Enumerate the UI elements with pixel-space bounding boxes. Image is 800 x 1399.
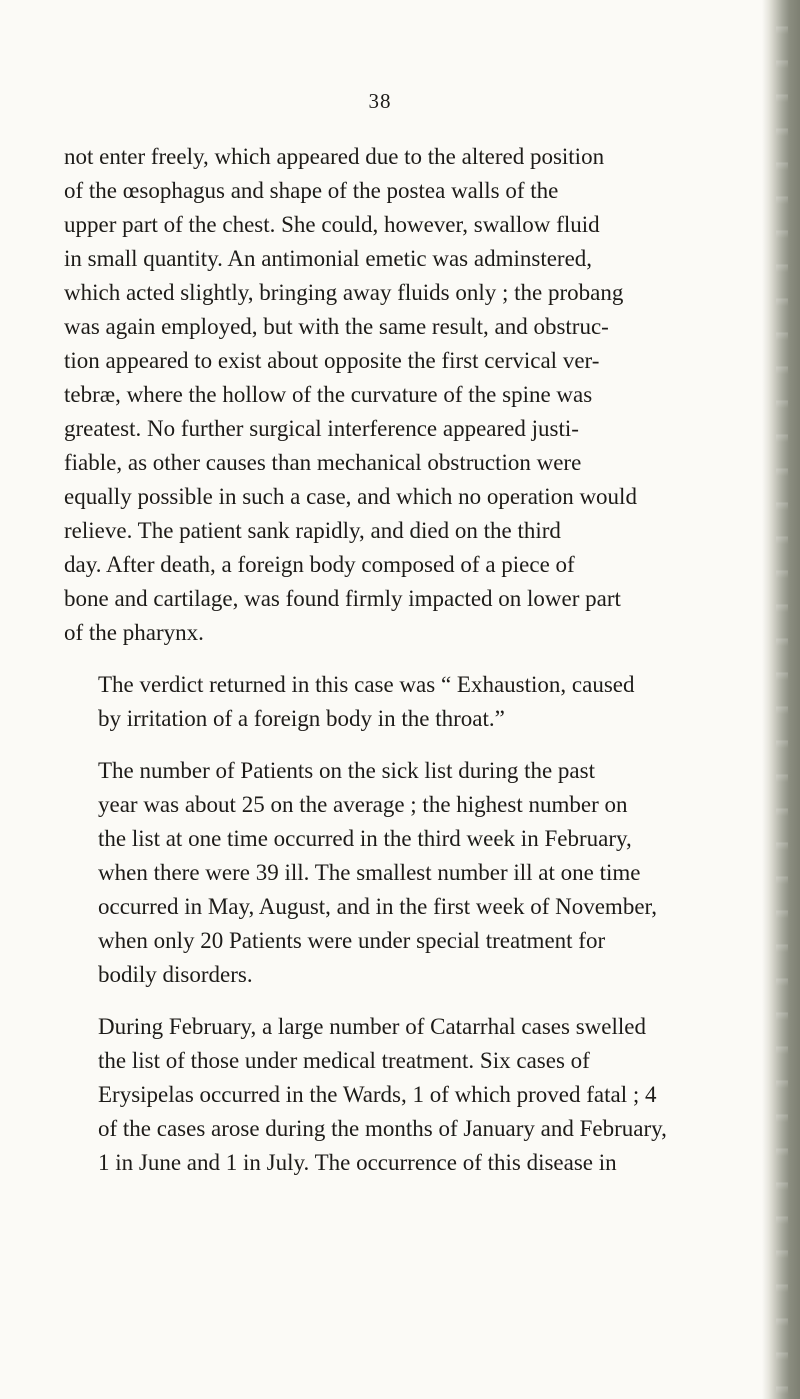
text-line: by irritation of a foreign body in the throat.” (98, 706, 505, 731)
text-line: which acted slightly, bringing away fluids only ; the probang (64, 280, 624, 305)
text-line: relieve. The patient sank rapidly, and died on the third (64, 518, 561, 543)
paragraph-1 (64, 140, 740, 650)
text-line: year was about 25 on the average ; the highest number on (98, 792, 628, 817)
text-line: equally possible in such a case, and which no operation would (64, 484, 637, 509)
text-line: bone and cartilage, was found firmly impacted on lower part (64, 586, 621, 611)
text-line: day. After death, a foreign body composed of a piece of (64, 552, 575, 577)
text-line: greatest. No further surgical interference appeared justi- (64, 416, 579, 441)
text-line: not enter freely, which appeared due to the altered position (64, 144, 605, 169)
text-line: tebræ, where the hollow of the curvature of the spine was (64, 382, 593, 407)
text-line: in small quantity. An antimonial emetic was adminstered, (64, 246, 593, 271)
text-line: 1 in June and 1 in July. The occurrence of this disease in (98, 1150, 617, 1175)
text-line: The number of Patients on the sick list during the past (98, 758, 595, 783)
paragraph-3 (64, 754, 740, 992)
page-edge-shadow (762, 0, 800, 1399)
paragraph-4 (64, 1010, 740, 1180)
text-line: when there were 39 ill. The smallest number ill at one time (98, 860, 641, 885)
text-line: During February, a large number of Catarrhal cases swelled (98, 1014, 646, 1039)
text-line: the list at one time occurred in the third week in February, (98, 826, 632, 851)
text-line: of the œsophagus and shape of the postea walls of the (64, 178, 559, 203)
paragraph-2 (64, 668, 740, 736)
text-line: occurred in May, August, and in the first week of November, (98, 894, 658, 919)
text-line: tion appeared to exist about opposite the first cervical ver- (64, 348, 600, 373)
text-line: when only 20 Patients were under special treatment for (98, 928, 606, 953)
page-number: 38 (368, 89, 392, 113)
text-line: of the pharynx. (64, 620, 204, 645)
body-text (64, 140, 740, 1180)
text-line: upper part of the chest. She could, however, swallow fluid (64, 212, 600, 237)
text-line: was again employed, but with the same result, and obstruc- (64, 314, 609, 339)
text-line: the list of those under medical treatment. Six cases of (98, 1048, 590, 1073)
text-line: The verdict returned in this case was “ Exhaustion, caused (98, 672, 635, 697)
text-line: Erysipelas occurred in the Wards, 1 of which proved fatal ; 4 (98, 1082, 657, 1107)
text-line: bodily disorders. (98, 962, 253, 987)
text-line: of the cases arose during the months of January and February, (98, 1116, 667, 1141)
text-line: fiable, as other causes than mechanical obstruction were (64, 450, 582, 475)
